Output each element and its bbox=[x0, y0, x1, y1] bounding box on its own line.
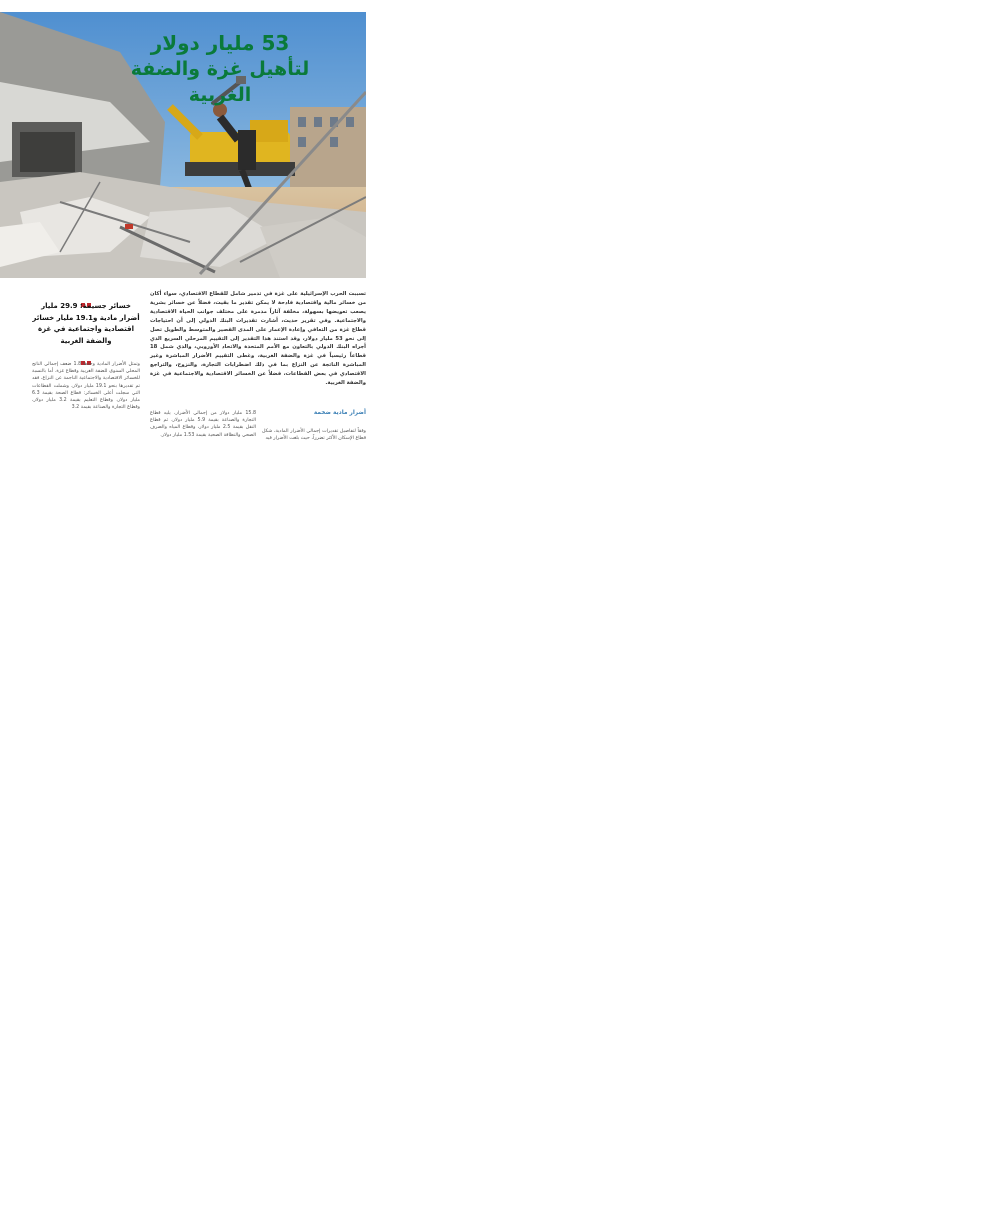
section-text-left: 15.8 مليار دولار من إجمالي الأضرار، يليه قطاع التجارة والصناعة بقيمة 5.9 مليار دولار، ثم قطاع النقل بقيمة 2.5 مليار دولار، وقطاع المياه والصرف الصحي والنظافة الصحية بقيمة 1.53 مليار دولار. bbox=[150, 411, 257, 438]
decorative-squares-top bbox=[32, 292, 140, 299]
section-text-right: وفقاً لتفاصيل تقديرات إجمالي الأضرار المادية، شكل قطاع الإسكان الأكثر تضرراً، حيث بلغت الأضرار فيه bbox=[262, 429, 366, 442]
sidebar-title: خسائر جسيمة: 29.9 مليار أضرار مادية و19.1 مليار خسائر اقتصادية واجتماعية في غزة والضفة الغربية bbox=[32, 302, 140, 345]
newspaper-clipping bbox=[0, 0, 370, 462]
sidebar-box bbox=[32, 292, 140, 411]
sidebar-body: وتمثل الأضرار المادية وحدها 1.8 ضعف إجمالي الناتج المحلي السنوي للضفة الغربية وقطاع غزة. أما بالنسبة للخسائر الاقتصادية والاجتماعية الناجمة عن النزاع، فقد تم تقديرها بنحو 19.1 مليار دولار، وشملت القطاعات التي سجلت أعلى الخسائر: قطاع الصحة بقيمة 6.3 مليار دولار، وقطاع التعليم بقيمة 3.2 مليار دولار، وقطاع التجارة والصناعة بقيمة 3.2 bbox=[32, 362, 140, 411]
section-subheading: أضرار مادية ضخمة bbox=[313, 410, 366, 416]
headline-line-1: 53 مليار دولار bbox=[150, 31, 290, 55]
article-main-text: تسببت الحرب الإسرائيلية على غزة في تدمير شامل للقطاع الاقتصادي، سواء أكان من خسائر مالية واقتصادية فادحة لا يمكن تقدير ما بقيت، فضلاً عن خسائر بشرية يصعب تعويضها بسهولة، مخلفة آثاراً مدمرة على مختلف جوانب الحياة الاقتصادية والاجتماعية. وفي تقرير حديث، أشارت تقديرات البنك الدولي إلى أن احتياجات قطاع غزة من التعافي وإعادة الإعمار على المدى القصير والمتوسط والطويل تصل إلى نحو 53 مليار دولار، وقد استند هذا التقدير إلى التقييم المرحلي السريع الذي أجراه البنك الدولي بالتعاون مع الأمم المتحدة والاتحاد الأوروبي، والذي شمل 18 قطاعاً رئيسياً في غزة والضفة الغربية، وغطى التقييم الأضرار المباشرة وغير المباشرة الناتجة عن النزاع بما في ذلك اضطرابات التجارة، والنزوح، والتراجع الاقتصادي في بعض القطاعات، فضلاً عن الخسائر الاقتصادية والاجتماعية في غزة والضفة الغربية. bbox=[150, 291, 366, 387]
article-photo bbox=[0, 12, 366, 278]
headline-line-2: لتأهيل غزة والضفة الغربية bbox=[130, 58, 310, 106]
decorative-squares-bottom bbox=[32, 350, 140, 357]
article-headline bbox=[100, 30, 340, 108]
